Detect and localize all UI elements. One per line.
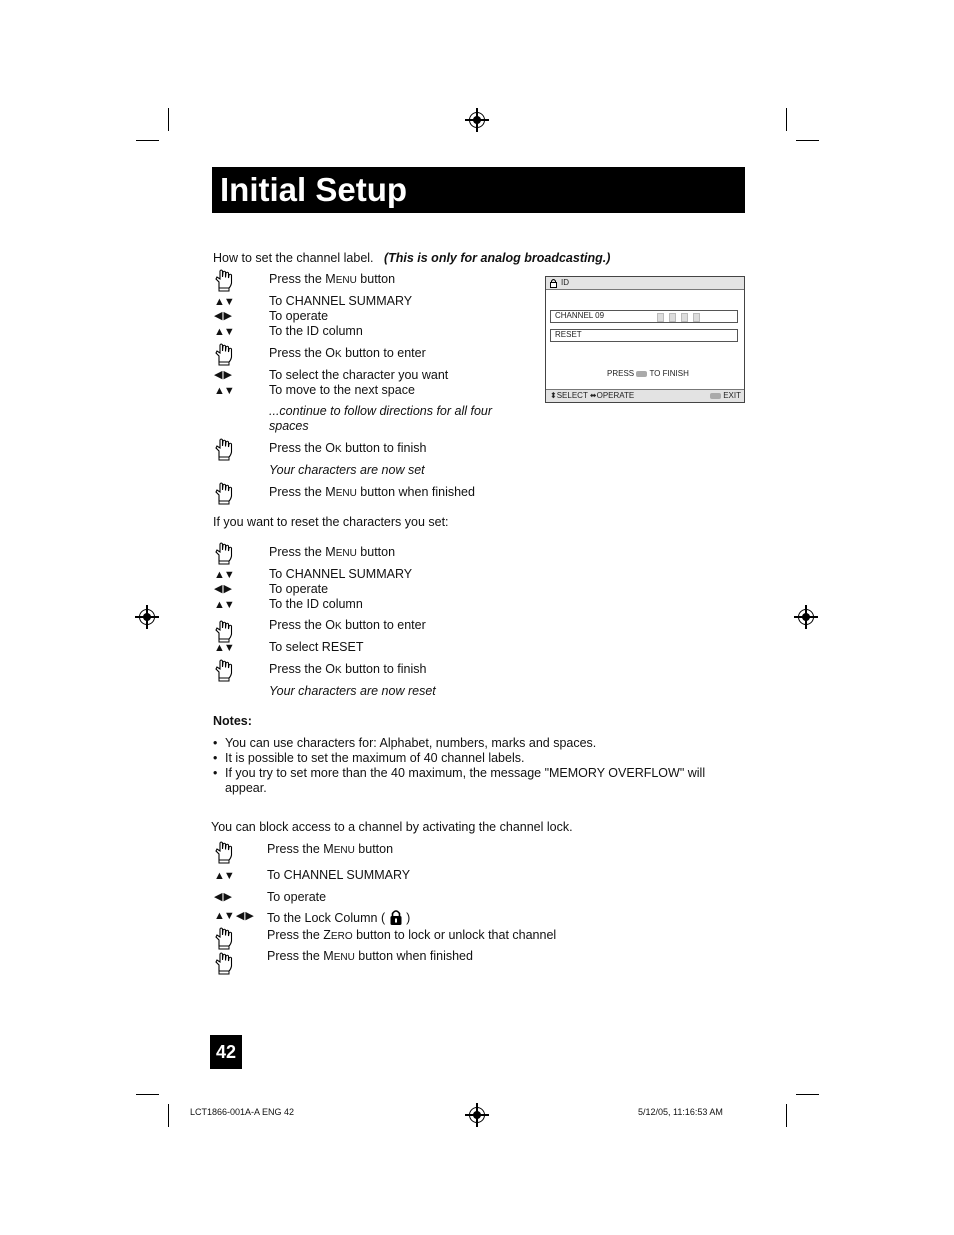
step-text: To select RESET (269, 640, 364, 654)
note-bullet: • (213, 766, 218, 780)
step-text: To the ID column (269, 597, 363, 611)
step-text: To move to the next space (269, 383, 415, 397)
osd-press-to-finish: PRESS TO FINISH (607, 369, 689, 378)
step-note: ...continue to follow directions for all four (269, 404, 493, 418)
step-text: Press the MENU button when finished (269, 485, 475, 499)
section2-intro: If you want to reset the characters you set: (213, 515, 449, 529)
crop-mark (168, 108, 169, 131)
press-button-icon (214, 658, 236, 682)
osd-id-screen (545, 276, 745, 403)
press-button-icon (214, 268, 236, 292)
up-down-arrows-icon: ▲▼ (214, 385, 234, 397)
osd-reset-field: RESET (550, 329, 738, 342)
crop-mark (796, 1094, 819, 1095)
up-down-arrows-icon: ▲▼ (214, 870, 234, 882)
press-button-icon (214, 951, 236, 975)
left-right-arrows-icon: ◀ ▶ (214, 369, 231, 381)
lock-icon (389, 909, 403, 926)
ok-button-icon (636, 371, 647, 377)
registration-mark (139, 609, 155, 625)
all-arrows-icon: ▲▼ ◀ ▶ (214, 910, 253, 922)
step-text: To CHANNEL SUMMARY (269, 567, 413, 581)
up-down-arrows-icon: ▲▼ (214, 599, 234, 611)
step-text: To operate (267, 890, 327, 904)
note-item: It is possible to set the maximum of 40 channel labels. (225, 751, 525, 765)
step-text: Press the MENU button when finished (267, 949, 473, 963)
lock-icon (550, 278, 557, 288)
registration-mark (469, 1107, 485, 1123)
note-item: If you try to set more than the 40 maximum, the message "MEMORY OVERFLOW" will (225, 766, 706, 780)
note-item: appear. (225, 781, 267, 795)
step-text: Press the OK button to finish (269, 662, 427, 676)
step-text: To the ID column (269, 324, 363, 338)
step-text: To operate (269, 309, 329, 323)
left-right-arrows-icon: ◀ ▶ (214, 310, 231, 322)
registration-mark (798, 609, 814, 625)
press-button-icon (214, 619, 236, 643)
char-slot (669, 313, 676, 322)
osd-footer: ⬍SELECT ⬌OPERATE EXIT (546, 389, 744, 402)
crop-mark (786, 1104, 787, 1127)
page-number: 42 (210, 1035, 242, 1069)
crop-mark (136, 140, 159, 141)
crop-mark (168, 1104, 169, 1127)
up-down-arrows-icon: ▲▼ (214, 642, 234, 654)
section1-intro: How to set the channel label. (This is only for analog broadcasting.) (213, 251, 611, 265)
up-down-arrows-icon: ▲▼ (214, 296, 234, 308)
crop-mark (136, 1094, 159, 1095)
section3-intro: You can block access to a channel by activating the channel lock. (211, 820, 573, 834)
left-right-arrows-icon: ◀ ▶ (214, 891, 231, 903)
step-text: To CHANNEL SUMMARY (267, 868, 411, 882)
menu-button-icon (710, 393, 721, 399)
step-text: To the Lock Column ( ) (267, 911, 411, 925)
crop-mark (796, 140, 819, 141)
step-text: To operate (269, 582, 329, 596)
press-button-icon (214, 926, 236, 950)
char-slot (657, 313, 664, 322)
step-text: Press the MENU button (267, 842, 394, 856)
registration-mark (469, 112, 485, 128)
press-button-icon (214, 481, 236, 505)
up-down-arrows-icon: ▲▼ (214, 326, 234, 338)
note-item: You can use characters for: Alphabet, numbers, marks and spaces. (225, 736, 597, 750)
press-button-icon (214, 437, 236, 461)
note-bullet: • (213, 736, 218, 750)
press-button-icon (214, 840, 236, 864)
step-note: Your characters are now set (269, 463, 425, 477)
step-text: Press the ZERO button to lock or unlock that channel (267, 928, 557, 942)
step-text: Press the MENU button (269, 545, 396, 559)
osd-header (546, 277, 744, 290)
char-slot (681, 313, 688, 322)
crop-mark (786, 108, 787, 131)
osd-channel-field: CHANNEL 09 (550, 310, 738, 323)
press-button-icon (214, 541, 236, 565)
print-timestamp: 5/12/05, 11:16:53 AM (638, 1107, 723, 1117)
step-note: spaces (269, 419, 309, 433)
note-bullet: • (213, 751, 218, 765)
title-banner (212, 167, 745, 213)
osd-header-label: ID (561, 278, 569, 287)
press-button-icon (214, 342, 236, 366)
step-note: Your characters are now reset (269, 684, 436, 698)
page-title: Initial Setup (220, 171, 408, 208)
step-text: To select the character you want (269, 368, 449, 382)
step-text: Press the MENU button (269, 272, 396, 286)
step-text: Press the OK button to finish (269, 441, 427, 455)
doc-code: LCT1866-001A-A ENG 42 (190, 1107, 295, 1117)
notes-heading: Notes: (213, 714, 252, 728)
step-text: Press the OK button to enter (269, 346, 426, 360)
char-slot (693, 313, 700, 322)
left-right-arrows-icon: ◀ ▶ (214, 583, 231, 595)
up-down-arrows-icon: ▲▼ (214, 569, 234, 581)
step-text: Press the OK button to enter (269, 618, 426, 632)
step-text: To CHANNEL SUMMARY (269, 294, 413, 308)
